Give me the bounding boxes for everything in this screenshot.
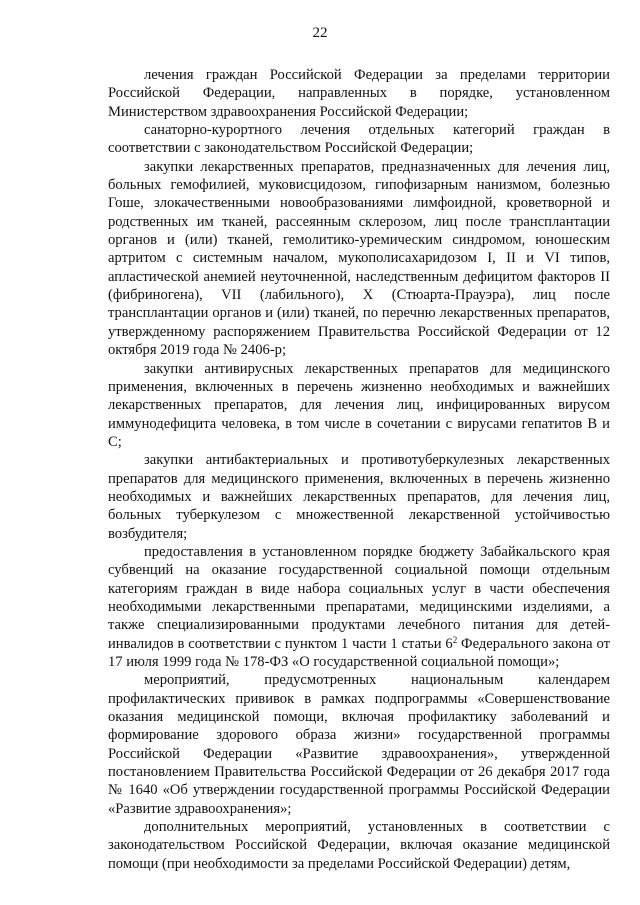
- paragraph: лечения граждан Российской Федерации за пределами территории Российской Федерации, направленных в порядке, установленном Министерством здравоохранения Российской Федерации;: [108, 67, 610, 120]
- paragraph: санаторно-курортного лечения отдельных категорий граждан в соответствии с законодательством Российской Федерации;: [108, 122, 610, 157]
- paragraph: дополнительных мероприятий, установленных в соответствии с законодательством Российской Федерации, включая оказание медицинской помощи (при необходимости за пределами Российской Федерации) детям,: [108, 819, 610, 872]
- paragraph: закупки антибактериальных и противотуберкулезных лекарственных препаратов для медицинского применения, включенных в перечень жизненно необходимых и важнейших лекарственных препаратов, для лечения лиц, больных туберкулезом с множественной лекарственной устойчивостью возбудителя;: [108, 452, 610, 542]
- paragraph: закупки лекарственных препаратов, предназначенных для лечения лиц, больных гемофилией, муковисцидозом, гипофизарным нанизмом, болезнью Гоше, злокачественными новообразованиями лимфоидной, кроветворной и родственных им тканей, рассеянным склерозом, лиц после трансплантации органов и (или) тканей, гемолитико-уремическим синдромом, юношеским артритом с системным началом, мукополисахаридозом I, II и VI типов, апластической анемией неуточненной, наследственным дефицитом факторов II (фибриногена), VII (лабильного), X (Стюарта-Прауэра), лиц после трансплантации органов и (или) тканей, по перечню лекарственных препаратов, утвержденному распоряжением Правительства Российской Федерации от 12 октября 2019 года № 2406-р;: [108, 158, 610, 359]
- body-text: [108, 66, 610, 873]
- paragraph: закупки антивирусных лекарственных препаратов для медицинского применения, включенных в перечень жизненно необходимых и важнейших лекарственных препаратов, для лечения лиц, инфицированных вирусом иммунодефицита человека, в том числе в сочетании с вирусами гепатитов B и C;: [108, 360, 610, 450]
- page-number: 22: [312, 25, 328, 41]
- superscript: 2: [452, 634, 458, 645]
- paragraph: [108, 543, 610, 671]
- paragraph: мероприятий, предусмотренных национальным календарем профилактических прививок в рамках подпрограммы «Совершенствование оказания медицинской помощи, включая профилактику заболеваний и формирование здорового образа жизни» государственной программы Российской Федерации «Развитие здравоохранения», утвержденной постановлением Правительства Российской Федерации от 26 декабря 2017 года № 1640 «Об утверждении государственной программы Российской Федерации «Развитие здравоохранения»;: [108, 672, 610, 817]
- paragraph-text-before-superscript: предоставления в установленном порядке бюджету Забайкальского края субвенций на оказание государственной социальной помощи отдельным категориям граждан в виде набора социальных услуг в части обеспечения необходимыми лекарственными препаратами, медицинскими изделиями, а также специализированными продуктами лечебного питания для детей-инвалидов в соответствии с пунктом 1 части 1 статьи 6: [108, 543, 610, 652]
- paragraph-text-after-superscript: Федерального закона от 17 июля 1999 года № 178-ФЗ «О государственной социальной помощи»;: [108, 635, 610, 670]
